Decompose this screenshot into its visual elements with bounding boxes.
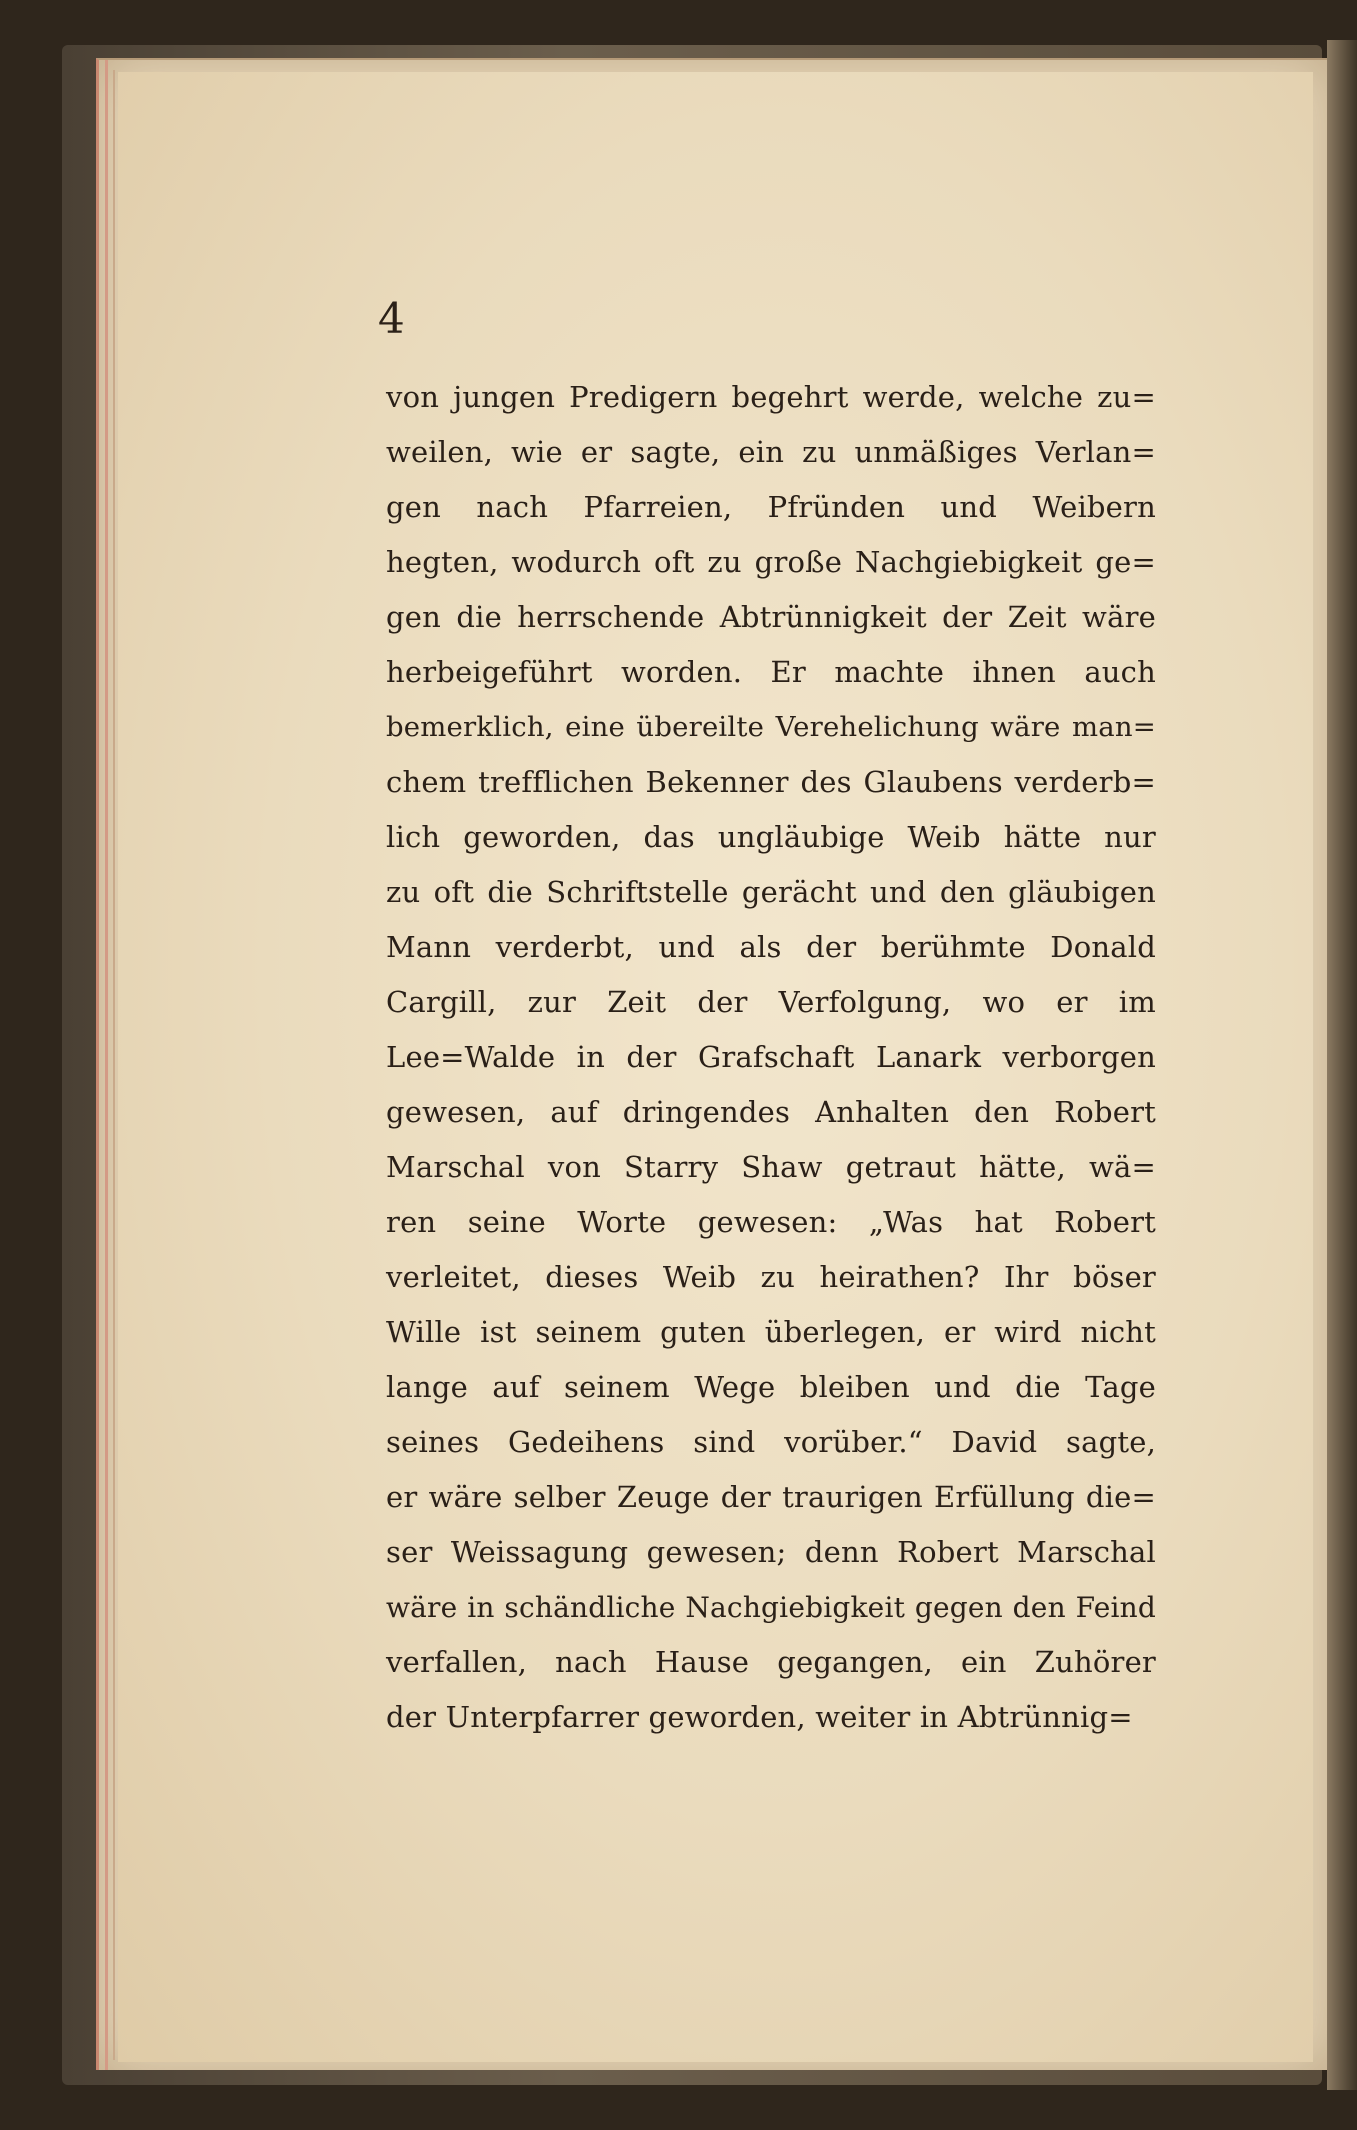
text-line: gen die herrschende Abtrünnigkeit der Zeit wäre: [386, 600, 1156, 634]
text-line: gewesen, auf dringendes Anhalten den Robert: [386, 1095, 1156, 1129]
text-line: ren seine Worte gewesen: „Was hat Robert: [386, 1205, 1156, 1239]
text-line: zu oft die Schriftstelle gerächt und den gläubigen: [386, 875, 1156, 909]
text-line: hegten, wodurch oft zu große Nachgiebigkeit ge=: [386, 545, 1156, 579]
text-line: von jungen Predigern begehrt werde, welche zu=: [386, 380, 1156, 414]
body-text: [386, 370, 1156, 1745]
facing-page-edge: [1327, 40, 1357, 2090]
text-line: ser Weissagung gewesen; denn Robert Marschal: [386, 1535, 1156, 1569]
text-line: weilen, wie er sagte, ein zu unmäßiges Verlan=: [386, 435, 1156, 469]
text-line: lange auf seinem Wege bleiben und die Tage: [386, 1370, 1156, 1404]
text-line: bemerklich, eine übereilte Verehelichung wäre man=: [386, 711, 1156, 743]
text-line: Mann verderbt, und als der berühmte Donald: [386, 930, 1156, 964]
text-line: Lee=Walde in der Grafschaft Lanark verborgen: [386, 1040, 1156, 1074]
text-line: verleitet, dieses Weib zu heirathen? Ihr böser: [386, 1260, 1156, 1294]
text-line: er wäre selber Zeuge der traurigen Erfüllung die=: [386, 1480, 1156, 1514]
text-line: verfallen, nach Hause gegangen, ein Zuhörer: [386, 1645, 1156, 1679]
text-line: Marschal von Starry Shaw getraut hätte, wä=: [386, 1150, 1156, 1184]
text-line: gen nach Pfarreien, Pfründen und Weibern: [386, 490, 1156, 524]
text-line: seines Gedeihens sind vorüber.“ David sagte,: [386, 1425, 1156, 1459]
text-line: chem trefflichen Bekenner des Glaubens verderb=: [386, 765, 1156, 799]
page-number: 4: [378, 294, 405, 343]
text-line: wäre in schändliche Nachgiebigkeit gegen den Feind: [386, 1591, 1156, 1624]
text-line: Wille ist seinem guten überlegen, er wird nicht: [386, 1315, 1156, 1349]
text-line: lich geworden, das ungläubige Weib hätte nur: [386, 820, 1156, 854]
text-line: herbeigeführt worden. Er machte ihnen auch: [386, 655, 1156, 689]
text-line: der Unterpfarrer geworden, weiter in Abtrünnig=: [386, 1700, 1133, 1734]
text-line: Cargill, zur Zeit der Verfolgung, wo er im: [386, 985, 1156, 1019]
